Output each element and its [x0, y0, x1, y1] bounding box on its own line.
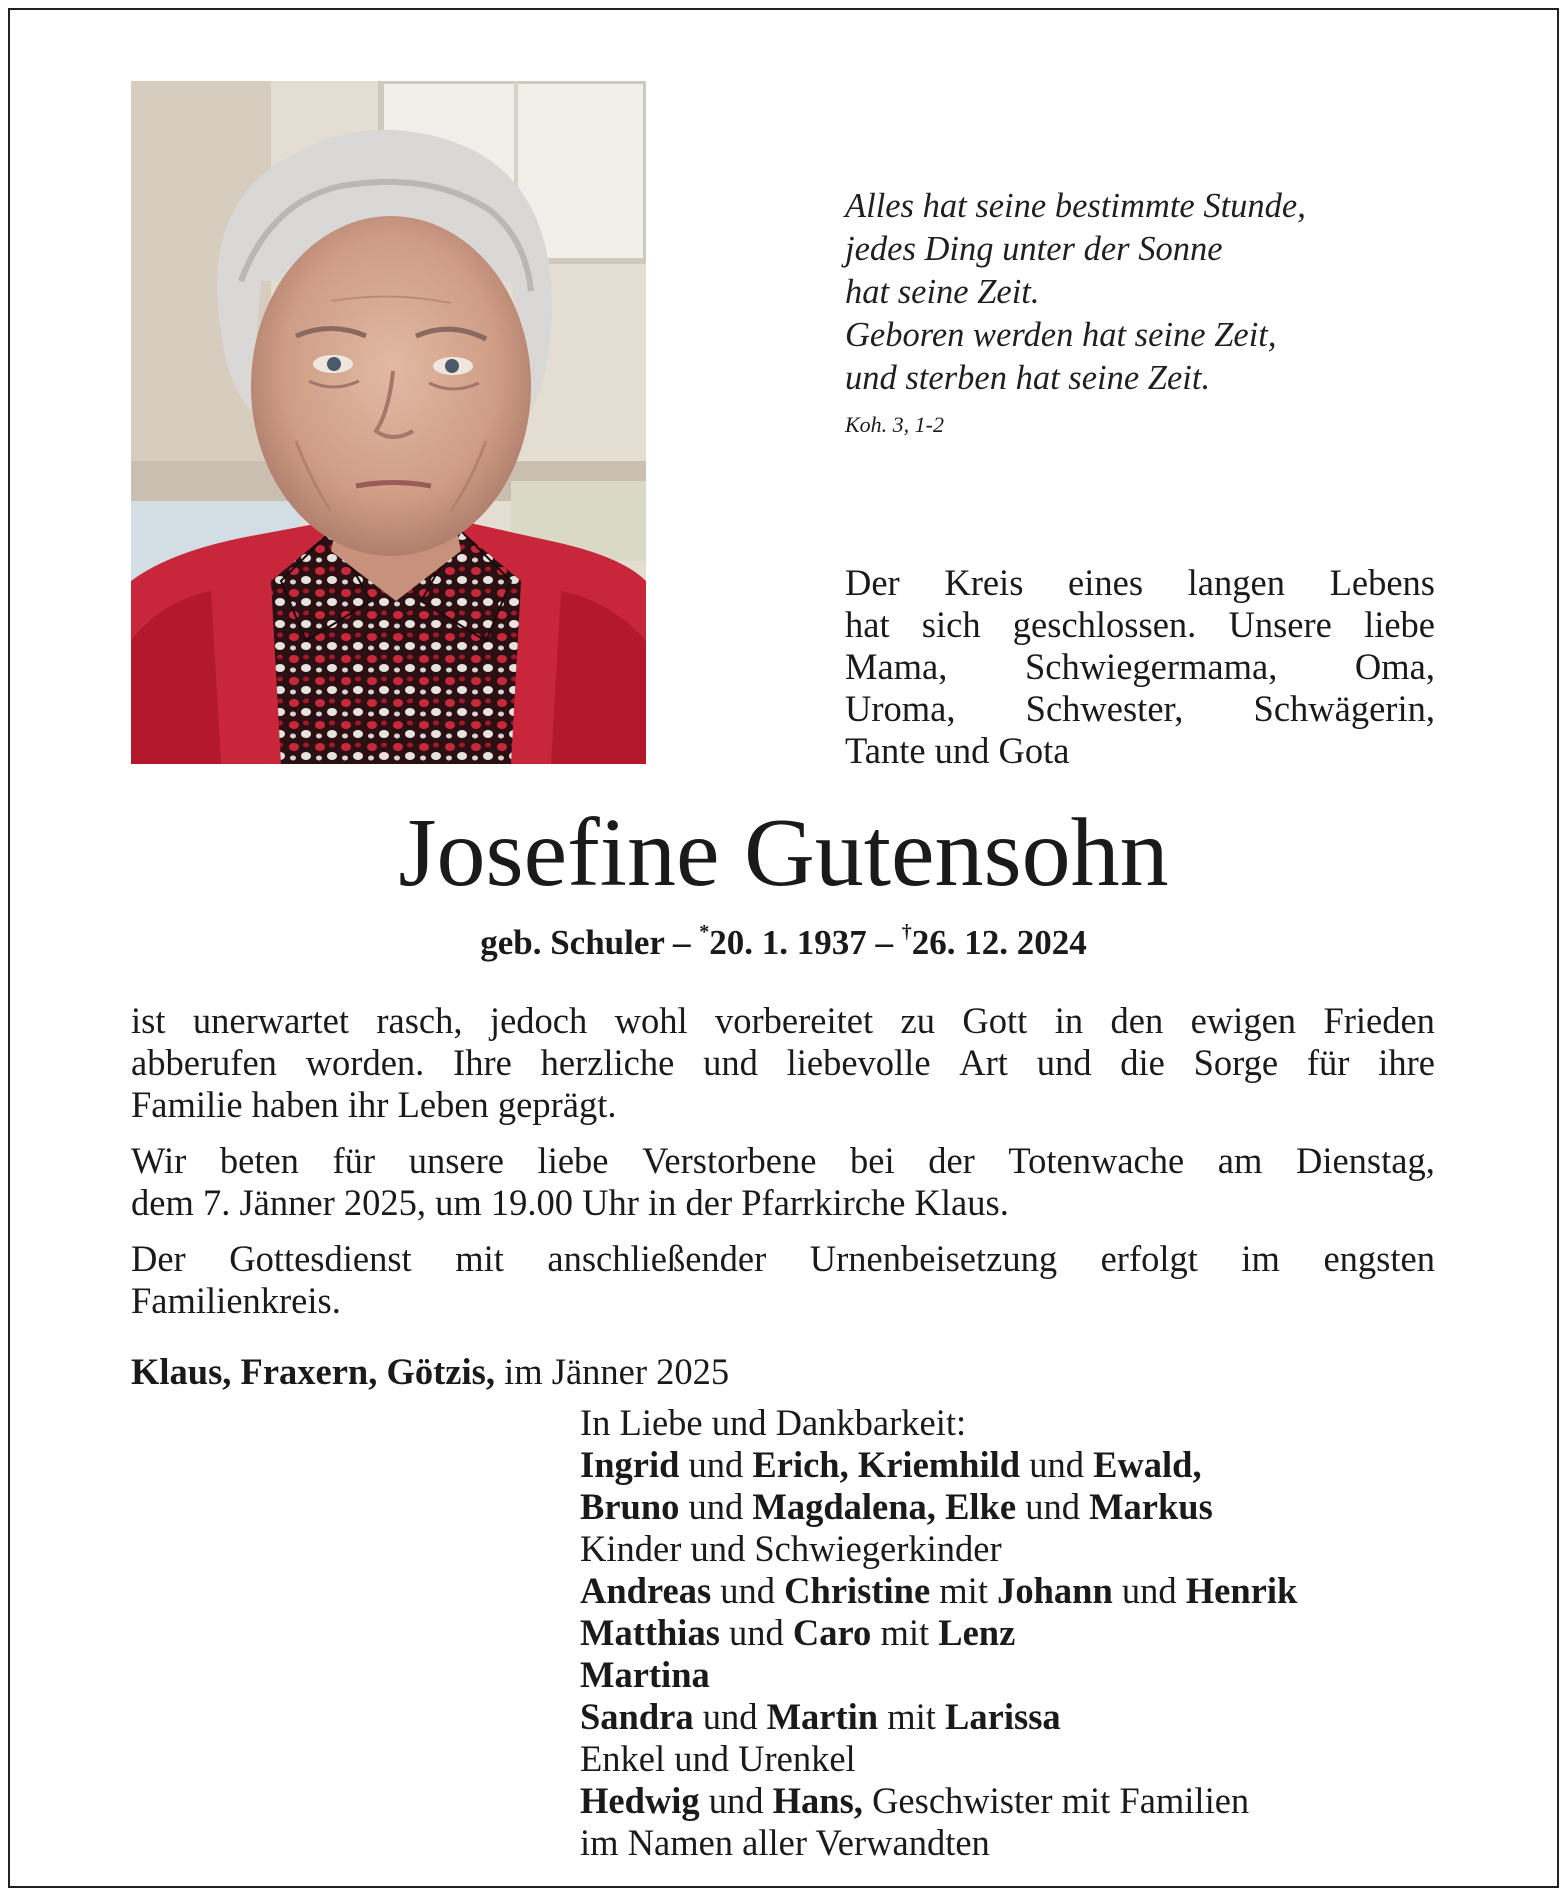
word: Urnenbeisetzung: [809, 1238, 1058, 1279]
mourner-name: Ingrid: [580, 1444, 680, 1485]
intro-line: [845, 646, 1435, 688]
paragraph-line: Familie haben ihr Leben geprägt.: [131, 1084, 617, 1125]
conjunction: und: [702, 1696, 758, 1737]
mourner-name: Ewald,: [1093, 1444, 1202, 1485]
word: Kreis: [944, 562, 1024, 603]
word: den: [1110, 1000, 1164, 1041]
word: und: [703, 1042, 758, 1083]
intro-line: [845, 562, 1435, 604]
mourner-name: Henrik: [1185, 1570, 1298, 1611]
quote-line: Geboren werden hat seine Zeit,: [845, 316, 1277, 354]
word: die: [1120, 1042, 1165, 1083]
word: Gott: [962, 1000, 1028, 1041]
word: liebe: [1364, 604, 1435, 645]
word: Frieden: [1323, 1000, 1435, 1041]
paragraph-line: dem 7. Jänner 2025, um 19.00 Uhr in der Pfarrkirche Klaus.: [131, 1182, 1009, 1223]
intro-text: [845, 562, 1435, 772]
conjunction: mit: [887, 1696, 936, 1737]
mourner-name: Martin: [766, 1696, 879, 1737]
quote-line: hat seine Zeit.: [845, 273, 1040, 311]
mourner-name: Magdalena,: [752, 1486, 936, 1527]
word: Der: [845, 562, 900, 603]
word: abberufen: [131, 1042, 277, 1083]
word: sich: [921, 604, 981, 645]
word: beten: [219, 1140, 299, 1181]
word: liebe: [537, 1140, 609, 1181]
mourner-name: Elke: [945, 1486, 1017, 1527]
conjunction: und: [1121, 1570, 1177, 1611]
word: und: [1036, 1042, 1092, 1083]
mourner-row: [580, 1486, 1297, 1528]
mourner-name: Sandra: [580, 1696, 694, 1737]
quote-reference: Koh. 3, 1-2: [845, 412, 944, 437]
mourner-name: Martina: [580, 1654, 710, 1695]
word: im: [1241, 1238, 1280, 1279]
portrait-photo: [131, 81, 646, 764]
birth-date: 20. 1. 1937: [709, 923, 867, 962]
place-date-line: [131, 1350, 729, 1393]
closing-line: im Namen aller Verwandten: [580, 1822, 990, 1863]
quote-line: jedes Ding unter der Sonne: [845, 230, 1223, 268]
word: anschließender: [547, 1238, 767, 1279]
conjunction: mit: [880, 1612, 930, 1653]
death-date: 26. 12. 2024: [911, 923, 1087, 962]
month-year: im Jänner 2025: [504, 1351, 730, 1392]
intro-line: [845, 688, 1435, 730]
word: engsten: [1323, 1238, 1435, 1279]
maiden-name: geb. Schuler: [480, 923, 665, 962]
mourners-list: [580, 1402, 1297, 1864]
conjunction: und: [708, 1780, 764, 1821]
word: Uroma,: [845, 688, 956, 729]
word: Sorge: [1193, 1042, 1279, 1083]
word: für: [332, 1140, 376, 1181]
conjunction: und: [729, 1612, 784, 1653]
separator: –: [875, 923, 894, 962]
body-paragraph: [131, 1140, 1435, 1224]
word: geschlossen.: [1012, 604, 1197, 645]
word: Verstorbene: [642, 1140, 817, 1181]
word: Totenwache: [1008, 1140, 1185, 1181]
mourner-row: [580, 1654, 1297, 1696]
mourner-row: [580, 1444, 1297, 1486]
separator: –: [673, 923, 691, 962]
word: Ihre: [453, 1042, 512, 1083]
word: Schwägerin,: [1253, 688, 1435, 729]
word: erfolgt: [1100, 1238, 1198, 1279]
mourner-name: Hans,: [772, 1780, 863, 1821]
word: Gottesdienst: [229, 1238, 412, 1279]
relation-label: Enkel und Urenkel: [580, 1738, 856, 1779]
bible-quote: [845, 185, 1485, 400]
body-paragraph: [131, 1238, 1435, 1322]
quote-line: und sterben hat seine Zeit.: [845, 359, 1211, 397]
word: zu: [900, 1000, 935, 1041]
word: eines: [1068, 562, 1144, 603]
mourners-heading: In Liebe und Dankbarkeit:: [580, 1402, 967, 1443]
conjunction: und: [688, 1444, 744, 1485]
word: Lebens: [1329, 562, 1435, 603]
word: Dienstag,: [1295, 1140, 1435, 1181]
conjunction: und: [720, 1570, 776, 1611]
mourner-row: [580, 1612, 1297, 1654]
word: in: [1054, 1000, 1084, 1041]
word: jedoch: [489, 1000, 588, 1041]
word: worden.: [305, 1042, 425, 1083]
mourner-name: Larissa: [945, 1696, 1061, 1737]
mourner-row: [580, 1780, 1297, 1822]
mourner-name: Caro: [792, 1612, 872, 1653]
mourner-row: [580, 1696, 1297, 1738]
deceased-name: Josefine Gutensohn: [398, 799, 1169, 907]
conjunction: und: [688, 1486, 744, 1527]
word: ihre: [1378, 1042, 1435, 1083]
mourner-name: Kriemhild: [857, 1444, 1021, 1485]
word: mit: [455, 1238, 504, 1279]
mourner-name: Lenz: [938, 1612, 1016, 1653]
word: Wir: [131, 1140, 187, 1181]
quote-line: Alles hat seine bestimmte Stunde,: [845, 187, 1306, 225]
mourner-name: Andreas: [580, 1570, 712, 1611]
mourner-name: Christine: [784, 1570, 931, 1611]
word: ewigen: [1190, 1000, 1297, 1041]
towns: Klaus, Fraxern, Götzis,: [131, 1351, 495, 1392]
mourner-row: [580, 1570, 1297, 1612]
body-paragraph: [131, 1000, 1435, 1126]
intro-line: [845, 604, 1435, 646]
conjunction: mit: [939, 1570, 988, 1611]
word: Der: [131, 1238, 186, 1279]
life-dates: [10, 923, 1557, 963]
paragraph-line: Familienkreis.: [131, 1280, 341, 1321]
word: langen: [1187, 562, 1285, 603]
mourner-name: Bruno: [580, 1486, 680, 1527]
word: für: [1306, 1042, 1350, 1083]
word: Unsere: [1228, 604, 1332, 645]
mourner-name: Matthias: [580, 1612, 720, 1653]
word: wohl: [614, 1000, 688, 1041]
word: vorbereitet: [715, 1000, 874, 1041]
relation-label: Geschwister mit Familien: [872, 1780, 1250, 1821]
word: unsere: [408, 1140, 504, 1181]
word: bei: [850, 1140, 895, 1181]
conjunction: und: [1025, 1486, 1080, 1527]
mourner-name: Hedwig: [580, 1780, 700, 1821]
word: am: [1217, 1140, 1263, 1181]
word: Schwiegermama,: [1024, 646, 1278, 687]
word: Mama,: [845, 646, 948, 687]
mourner-name: Erich,: [752, 1444, 849, 1485]
word: der: [928, 1140, 975, 1181]
word: ist: [131, 1000, 166, 1041]
word: herzliche: [540, 1042, 675, 1083]
birth-symbol: *: [699, 921, 710, 944]
mourner-name: Markus: [1089, 1486, 1213, 1527]
obituary-card: [8, 8, 1559, 1888]
relation-label: Kinder und Schwiegerkinder: [580, 1528, 1002, 1569]
word: liebevolle: [786, 1042, 931, 1083]
word: rasch,: [376, 1000, 463, 1041]
word: Art: [959, 1042, 1008, 1083]
intro-line-last: Tante und Gota: [845, 730, 1070, 771]
word: Oma,: [1354, 646, 1435, 687]
mourner-name: Johann: [997, 1570, 1113, 1611]
word: unerwartet: [192, 1000, 349, 1041]
conjunction: und: [1029, 1444, 1084, 1485]
cross-icon: †: [901, 921, 912, 944]
word: Schwester,: [1025, 688, 1184, 729]
word: hat: [845, 604, 890, 645]
